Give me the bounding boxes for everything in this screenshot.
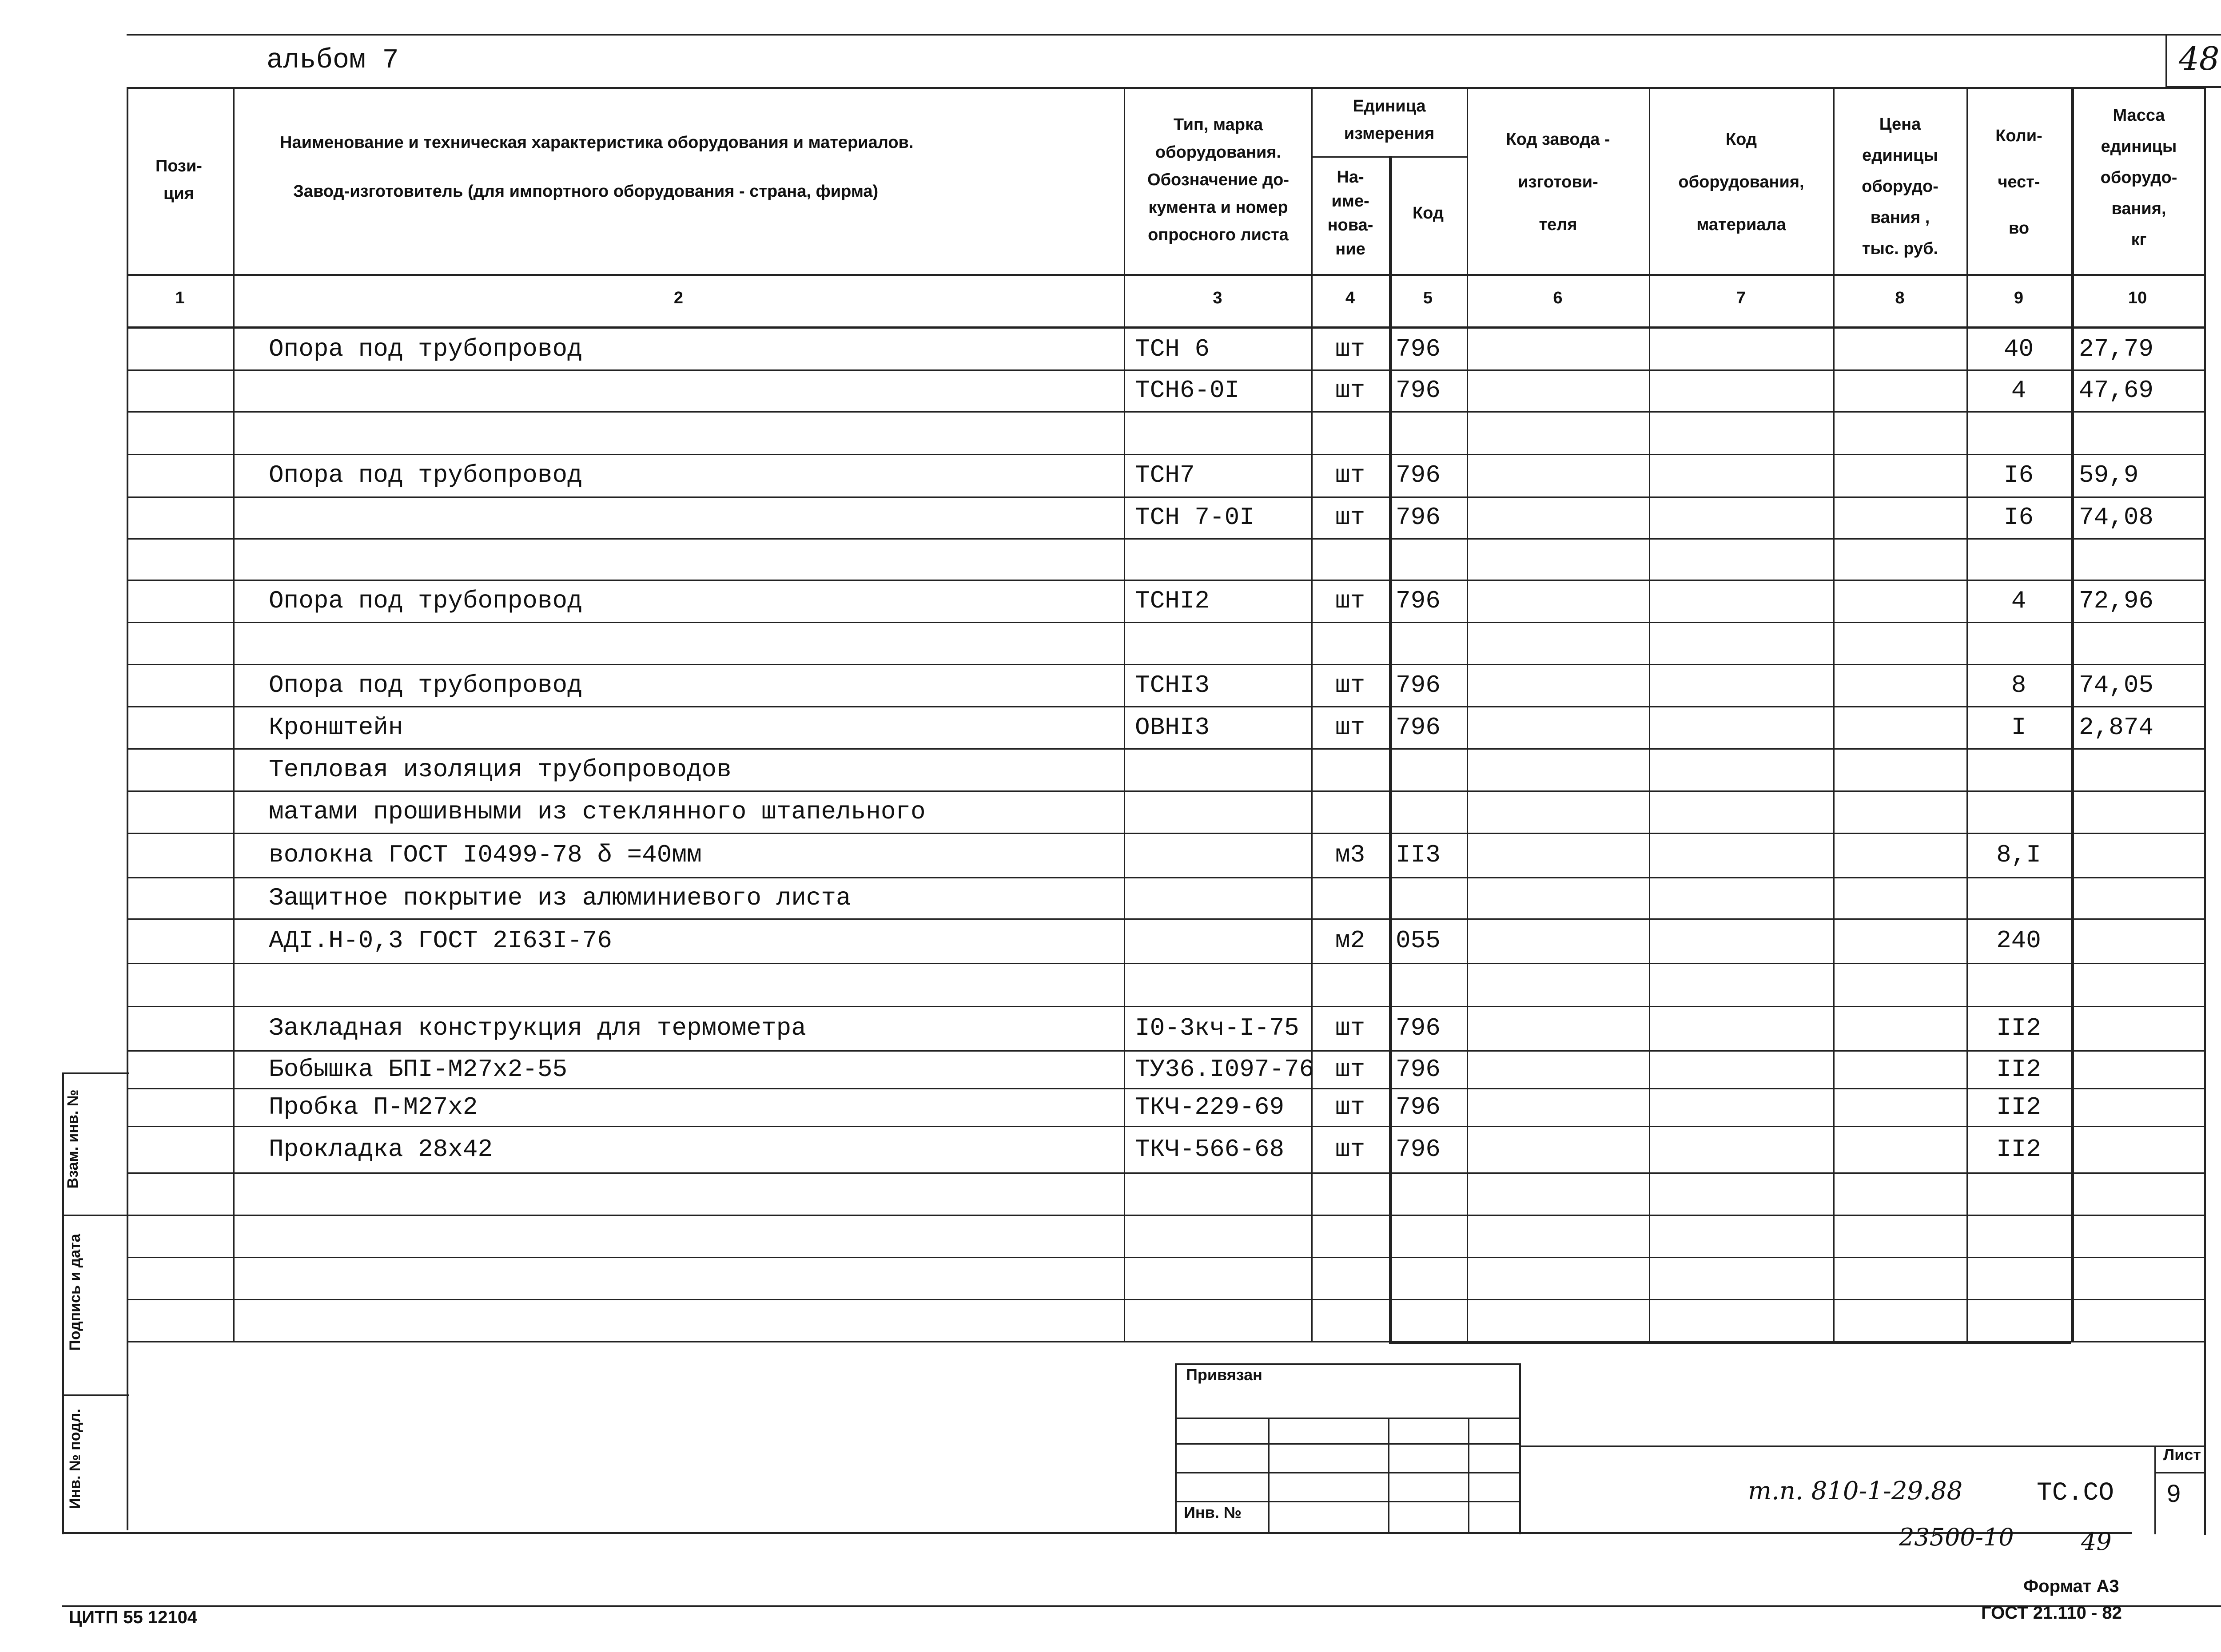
- row-line-7: [127, 622, 2204, 623]
- column-line-5: [1467, 87, 1468, 1341]
- column-number: 1: [175, 289, 185, 307]
- top-border: [127, 34, 2221, 36]
- row-line-1: [127, 369, 2204, 371]
- row-unit-code: 796: [1396, 1014, 1441, 1042]
- stamp-row-1: [1175, 1443, 1519, 1445]
- row-type: ТКЧ-566-68: [1135, 1135, 1285, 1164]
- row-line-6: [127, 580, 2204, 581]
- column-number: 6: [1553, 289, 1563, 307]
- row-quantity: I6: [2003, 503, 2034, 532]
- row-unit-code: II3: [1396, 841, 1441, 869]
- row-name: Тепловая изоляция трубопроводов: [269, 755, 732, 784]
- stamp-left: [1175, 1363, 1177, 1534]
- side-label-vzam: Взам. инв. №: [64, 1089, 81, 1189]
- album-label: альбом 7: [267, 44, 399, 76]
- side-stamp-top: [62, 1072, 129, 1074]
- row-line-18: [127, 1088, 2204, 1089]
- row-quantity: 8,I: [1996, 841, 2041, 869]
- stamp-page-number: 49: [2081, 1528, 2112, 1556]
- row-unit-code: 796: [1396, 713, 1441, 742]
- column-line-6: [1649, 87, 1650, 1341]
- column-number: 10: [2128, 289, 2147, 307]
- footer-format: Формат А3: [2023, 1577, 2119, 1596]
- row-name: Защитное покрытие из алюминиевого листа: [269, 883, 851, 912]
- side-stamp-div1: [62, 1215, 129, 1216]
- row-line-19: [127, 1126, 2204, 1127]
- row-type: ТСНI2: [1135, 586, 1210, 615]
- stamp-col-1: [1388, 1418, 1389, 1533]
- row-name: Пробка П-М27х2: [269, 1092, 478, 1121]
- row-quantity: I: [2011, 713, 2026, 742]
- row-unit: шт: [1335, 1092, 1365, 1121]
- row-name: матами прошивными из стеклянного штапельного: [269, 797, 926, 826]
- header-equipment-code: Код оборудования, материала: [1678, 130, 1804, 234]
- row-quantity: II2: [1996, 1135, 2041, 1164]
- row-unit-code: 796: [1396, 1092, 1441, 1121]
- side-label-podpis: Подпись и дата: [67, 1234, 84, 1351]
- row-unit-code: 796: [1396, 461, 1441, 489]
- row-unit: шт: [1335, 1055, 1365, 1084]
- row-unit: шт: [1335, 671, 1365, 699]
- row-name: АДI.Н-0,3 ГОСТ 2I63I-76: [269, 926, 612, 955]
- row-unit-code: 796: [1396, 1055, 1441, 1084]
- column-number: 7: [1736, 289, 1746, 307]
- header-price: Цена единицы оборудо- вания , тыс. руб.: [1862, 115, 1938, 258]
- row-unit: шт: [1335, 461, 1365, 489]
- footer-citp: ЦИТП 55 12104: [69, 1608, 198, 1627]
- row-unit: шт: [1335, 376, 1365, 405]
- row-name: Опора под трубопровод: [269, 671, 582, 699]
- row-name: Опора под трубопровод: [269, 335, 582, 363]
- table-right-line: [2204, 87, 2206, 1535]
- row-mass: 74,05: [2079, 671, 2154, 699]
- stamp-row-2: [1175, 1472, 1519, 1473]
- header-unit-code: Код: [1412, 204, 1444, 222]
- row-name: Опора под трубопровод: [269, 461, 582, 489]
- row-line-15: [127, 963, 2204, 964]
- stamp-list-number: 9: [2167, 1479, 2181, 1507]
- row-line-5: [127, 538, 2204, 540]
- row-line-23: [127, 1299, 2204, 1300]
- header-factory-code: Код завода - изготови- теля: [1506, 130, 1610, 234]
- row-mass: 72,96: [2079, 586, 2154, 615]
- side-stamp-left: [62, 1072, 64, 1534]
- row-unit: шт: [1335, 1135, 1365, 1164]
- row-unit: шт: [1335, 586, 1365, 615]
- row-mass: 27,79: [2079, 335, 2154, 363]
- footer-line: [62, 1605, 2221, 1607]
- numbers-bottom-line: [127, 326, 2205, 329]
- row-type: ТСНI3: [1135, 671, 1210, 699]
- row-unit-code: 055: [1396, 926, 1441, 955]
- row-type: ТСН6-0I: [1135, 376, 1240, 405]
- row-unit: м2: [1335, 926, 1365, 955]
- row-line-13: [127, 877, 2204, 878]
- stamp-col-2: [1468, 1418, 1469, 1533]
- row-name: Кронштейн: [269, 713, 403, 742]
- stamp-archive-number: 23500-10: [1899, 1523, 2014, 1551]
- header-position: Пози- ция: [155, 157, 202, 203]
- row-unit-code: 796: [1396, 671, 1441, 699]
- row-unit: шт: [1335, 713, 1365, 742]
- column-number: 5: [1423, 289, 1433, 307]
- row-mass: 74,08: [2079, 503, 2154, 532]
- corner-box-left: [2165, 34, 2167, 87]
- sheet-corner-number: 48: [2179, 40, 2220, 77]
- row-line-11: [127, 790, 2204, 792]
- row-name: Прокладка 28х42: [269, 1135, 493, 1164]
- stamp-list-label: Лист: [2163, 1446, 2201, 1464]
- column-number: 4: [1345, 289, 1355, 307]
- column-line-7: [1833, 87, 1835, 1341]
- row-line-21: [127, 1215, 2204, 1216]
- row-line-2: [127, 411, 2204, 413]
- row-quantity: II2: [1996, 1092, 2041, 1121]
- row-line-22: [127, 1257, 2204, 1258]
- row-type: ОВНI3: [1135, 713, 1210, 742]
- row-name: Бобышка БПI-М27х2-55: [269, 1055, 568, 1084]
- row-name: Опора под трубопровод: [269, 586, 582, 615]
- stamp-list-div: [2154, 1472, 2205, 1473]
- row-mass: 59,9: [2079, 461, 2139, 489]
- header-mass: Масса единицы оборудо- вания, кг: [2100, 106, 2177, 249]
- stamp-row-3: [1175, 1501, 1519, 1502]
- row-unit-code: 796: [1396, 335, 1441, 363]
- sheet-bottom-line: [62, 1532, 2132, 1534]
- column-line-1: [233, 87, 235, 1341]
- row-quantity: II2: [1996, 1014, 2041, 1042]
- row-line-10: [127, 748, 2204, 750]
- row-unit: шт: [1335, 503, 1365, 532]
- stamp-privyazan: Привязан: [1186, 1366, 1262, 1384]
- header-quantity: Коли- чест- во: [1995, 127, 2042, 238]
- row-type: ТСН 7-0I: [1135, 503, 1254, 532]
- row-quantity: 4: [2011, 586, 2026, 615]
- stamp-inv-label: Инв. №: [1184, 1503, 1242, 1521]
- stamp-top: [1175, 1363, 1519, 1365]
- row-quantity: 40: [2003, 335, 2034, 363]
- row-unit-code: 796: [1396, 503, 1441, 532]
- column-number: 2: [673, 289, 684, 307]
- row-line-9: [127, 706, 2204, 707]
- stamp-document-code: ТС.СО: [2037, 1479, 2114, 1508]
- header-name-line1: Наименование и техническая характеристика оборудования и материалов.: [280, 133, 914, 152]
- row-unit: шт: [1335, 1014, 1365, 1042]
- row-quantity: 4: [2011, 376, 2026, 405]
- side-label-inv-podl: Инв. № подл.: [67, 1409, 84, 1509]
- column-line-9: [2071, 87, 2074, 1341]
- row-mass: 2,874: [2079, 713, 2154, 742]
- row-quantity: 240: [1996, 926, 2041, 955]
- row-line-14: [127, 918, 2204, 920]
- row-unit-code: 796: [1396, 586, 1441, 615]
- row-quantity: 8: [2011, 671, 2026, 699]
- header-bottom-line: [127, 274, 2205, 276]
- stamp-title-top: [1519, 1446, 2205, 1447]
- row-unit: шт: [1335, 335, 1365, 363]
- row-quantity: II2: [1996, 1055, 2041, 1084]
- row-line-12: [127, 833, 2204, 834]
- stamp-col-0: [1268, 1418, 1270, 1533]
- header-unit-name: На- име- нова- ние: [1327, 168, 1373, 258]
- row-name: волокна ГОСТ I0499-78 δ =40мм: [269, 841, 702, 869]
- stamp-project-number: т.п. 810-1-29.88: [1748, 1477, 1963, 1505]
- row-type: ТКЧ-229-69: [1135, 1092, 1285, 1121]
- row-type: ТСН7: [1135, 461, 1195, 489]
- stamp-row-0: [1175, 1418, 1519, 1419]
- row-quantity: I6: [2003, 461, 2034, 489]
- row-type: ТУ36.I097-76: [1135, 1055, 1314, 1084]
- stamp-list-left: [2154, 1446, 2156, 1534]
- row-line-8: [127, 664, 2204, 665]
- row-name: Закладная конструкция для термометра: [269, 1014, 806, 1042]
- header-type: Тип, марка оборудования. Обозначение до- кумента и номер опросного листа: [1147, 115, 1289, 244]
- row-mass: 47,69: [2079, 376, 2154, 405]
- column-line-2: [1124, 87, 1125, 1341]
- footer-gost: ГОСТ 21.110 - 82: [1981, 1603, 2122, 1623]
- row-line-17: [127, 1050, 2204, 1052]
- stamp-right: [1519, 1363, 1521, 1534]
- row-unit-code: 796: [1396, 1135, 1441, 1164]
- row-line-3: [127, 454, 2204, 455]
- row-unit: м3: [1335, 841, 1365, 869]
- row-type: ТСН 6: [1135, 335, 1210, 363]
- row-type: I0-3кч-I-75: [1135, 1014, 1299, 1042]
- header-name-line2: Завод-изготовитель (для импортного оборудования - страна, фирма): [293, 182, 879, 201]
- column-number: 3: [1213, 289, 1222, 307]
- row-unit-code: 796: [1396, 376, 1441, 405]
- header-unit: Единица измерения: [1344, 97, 1435, 143]
- row-line-16: [127, 1006, 2204, 1007]
- row-line-20: [127, 1172, 2204, 1174]
- box-bottom-line: [1389, 1341, 2071, 1344]
- column-number: 9: [2014, 289, 2024, 307]
- column-number: 8: [1895, 289, 1905, 307]
- row-line-4: [127, 496, 2204, 498]
